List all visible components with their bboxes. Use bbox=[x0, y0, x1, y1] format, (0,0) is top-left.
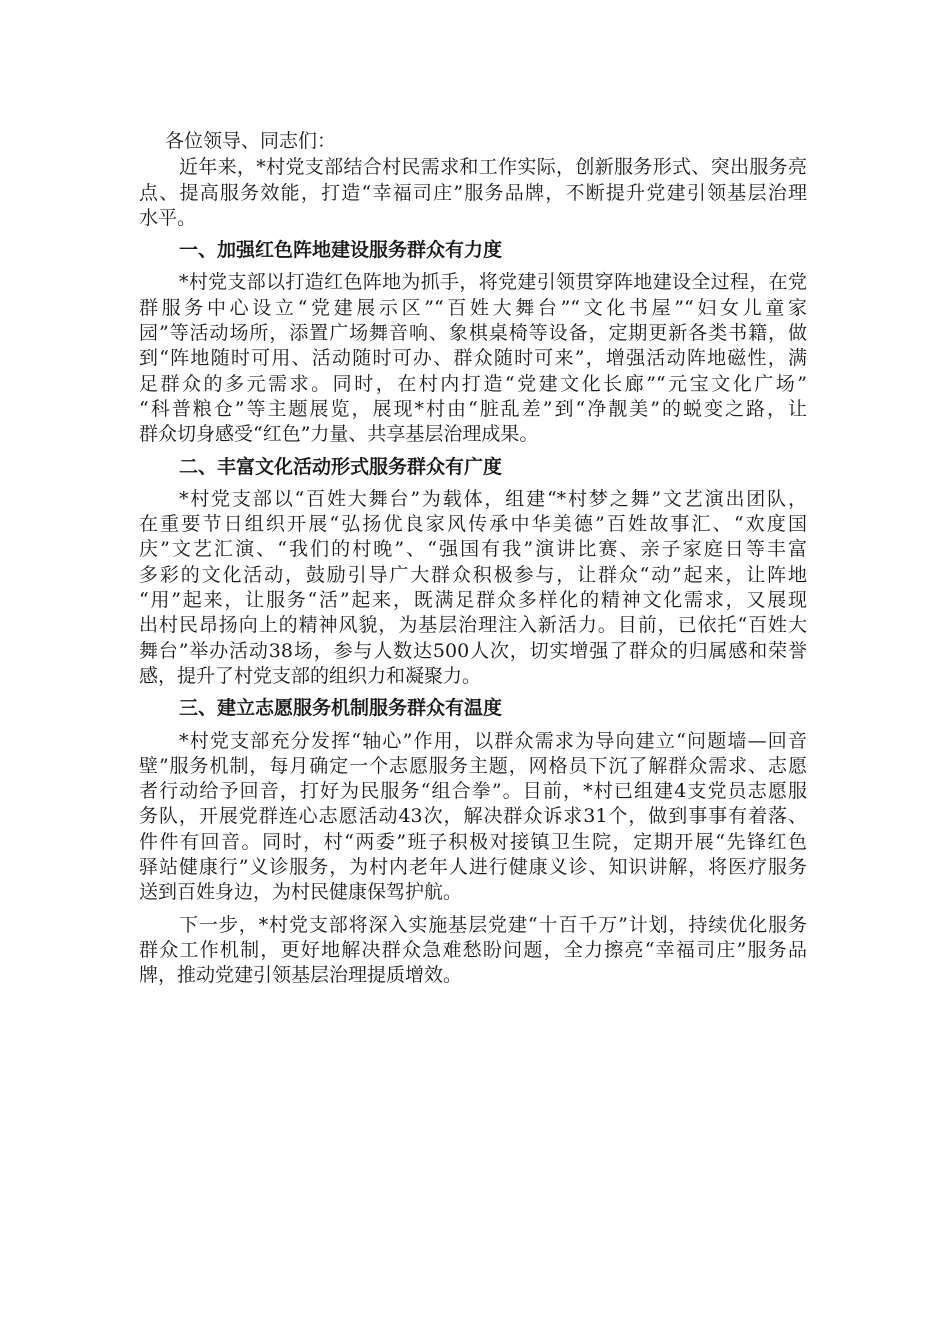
section-heading: 三、建立志愿服务机制服务群众有温度 bbox=[179, 697, 503, 720]
paragraph-line: 群服务中心设立“党建展示区”“百姓大舞台”“文化书屋”“妇女儿童家 bbox=[139, 296, 807, 319]
paragraph-line: 群众切身感受“红色”力量、共享基层治理成果。 bbox=[139, 423, 539, 446]
paragraph-line: *村党支部以“百姓大舞台”为载体，组建“*村梦之舞”文艺演出团队， bbox=[179, 487, 807, 510]
paragraph-line: “科普粮仓”等主题展览，展现*村由“脏乱差”到“净靓美”的蜕变之路，让 bbox=[139, 397, 807, 420]
section-heading: 一、加强红色阵地建设服务群众有力度 bbox=[179, 239, 503, 262]
paragraph-line: *村党支部充分发挥“轴心”作用，以群众需求为导向建立“问题墙—回音 bbox=[179, 729, 807, 752]
paragraph-line: 下一步，*村党支部将深入实施基层党建“十百千万”计划，持续优化服务 bbox=[179, 913, 807, 936]
paragraph-line: 出村民昂扬向上的精神风貌，为基层治理注入新活力。目前，已依托“百姓大 bbox=[139, 614, 807, 637]
paragraph-line: 群众工作机制，更好地解决群众急难愁盼问题，全力擦亮“幸福司庄”服务品 bbox=[139, 938, 807, 961]
paragraph-line: 舞台”举办活动38场，参与人数达500人次，切实增强了群众的归属感和荣誉 bbox=[139, 639, 807, 662]
paragraph-line: 件件有回音。同时，村“两委”班子积极对接镇卫生院，定期开展“先锋红色 bbox=[139, 830, 807, 853]
document-body bbox=[139, 129, 807, 996]
paragraph-line: 感，提升了村党支部的组织力和凝聚力。 bbox=[139, 664, 482, 687]
paragraph-line: 水平。 bbox=[139, 206, 197, 229]
section-heading: 二、丰富文化活动形式服务群众有广度 bbox=[179, 455, 503, 478]
greeting: 各位领导、同志们： bbox=[165, 130, 337, 152]
paragraph bbox=[139, 913, 807, 989]
paragraph-line: 庆”文艺汇演、“我们的村晚”、“强国有我”演讲比赛、亲子家庭日等丰富 bbox=[139, 538, 807, 561]
paragraph-line: 点、提高服务效能，打造“幸福司庄”服务品牌，不断提升党建引领基层治理 bbox=[139, 181, 807, 204]
paragraph-line: 在重要节日组织开展“弘扬优良家风传承中华美德”百姓故事汇、“欢度国 bbox=[139, 513, 807, 536]
paragraph-line: 务队，开展党群连心志愿活动43次，解决群众诉求31个，做到事事有着落、 bbox=[139, 805, 807, 828]
paragraph-line: 近年来，*村党支部结合村民需求和工作实际，创新服务形式、突出服务亮 bbox=[179, 156, 807, 179]
paragraph-line: *村党支部以打造红色阵地为抓手，将党建引领贯穿阵地建设全过程，在党 bbox=[179, 271, 807, 294]
paragraph-line: 足群众的多元需求。同时，在村内打造“党建文化长廊”“元宝文化广场” bbox=[139, 372, 807, 395]
paragraph bbox=[139, 155, 807, 231]
paragraph-line: 多彩的文化活动，鼓励引导广大群众积极参与，让群众“动”起来，让阵地 bbox=[139, 563, 807, 586]
paragraph-line: 送到百姓身边，为村民健康保驾护航。 bbox=[139, 881, 463, 904]
paragraph-line: “用”起来，让服务“活”起来，既满足群众多样化的精神文化需求，又展现 bbox=[139, 589, 807, 612]
paragraph-line: 到“阵地随时可用、活动随时可办、群众随时可来”，增强活动阵地磁性，满 bbox=[139, 347, 807, 370]
paragraph bbox=[139, 729, 807, 906]
paragraph-line: 园”等活动场所，添置广场舞音响、象棋桌椅等设备，定期更新各类书籍，做 bbox=[139, 322, 807, 345]
paragraph-line: 牌，推动党建引领基层治理提质增效。 bbox=[139, 964, 463, 987]
paragraph-line: 驿站健康行”义诊服务，为村内老年人进行健康义诊、知识讲解，将医疗服务 bbox=[139, 856, 807, 879]
paragraph-line: 者行动给予回音，打好为民服务“组合拳”。目前，*村已组建4支党员志愿服 bbox=[139, 780, 807, 803]
paragraph bbox=[139, 487, 807, 689]
paragraph bbox=[139, 270, 807, 447]
paragraph-line: 壁”服务机制，每月确定一个志愿服务主题，网格员下沉了解群众需求、志愿 bbox=[139, 754, 807, 777]
